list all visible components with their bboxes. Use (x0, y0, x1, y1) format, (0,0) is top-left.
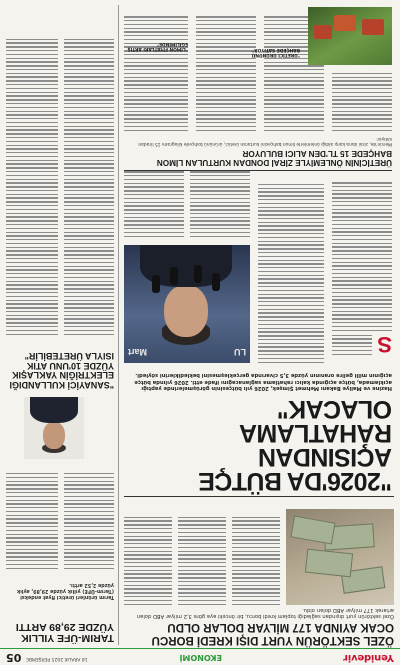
photo-backdrop-text-right: Mart (128, 347, 148, 357)
sidebar-body-col-1 (64, 471, 114, 569)
sidebar-portrait-photo (24, 397, 84, 459)
newspaper-logo: Yenidevir (343, 652, 394, 663)
main-story-dropcap: S (377, 332, 392, 357)
main-story-body-col-4 (124, 169, 184, 237)
sidebar-story-deck: Tarım ürünleri üretici fiyat endeksi (Tarım-ÜFE) yıllık yüzde 29,89, aylık yüzde 2,52 arttı. (16, 582, 114, 599)
sidebar-story-headline: TARIM-ÜFE YILLIK YÜZDE 29,89 ARTTI (15, 621, 114, 644)
bottom-story-body-col-4 (124, 14, 188, 131)
bottom-story-body-col-3 (196, 14, 256, 131)
bottom-story-deck: Mersin'de, zirai dona karşı aldığı önlemlerle limon bahçesini kurtaran üretici, ürününü bahçede kilogramı 15 liradan satıyor. (138, 135, 392, 146)
lemon-harvest-photo (308, 7, 392, 65)
main-story-body-col-1b (332, 180, 392, 331)
bottom-pull-quote-3: "LİMON FİYATLARI ARTIŞ EĞİLİMİNDE" (127, 40, 188, 51)
banknotes-photo (286, 509, 394, 605)
main-story-body-col-2 (258, 182, 324, 364)
main-story-body-col-1 (332, 332, 372, 355)
main-story-deck: Hazine ve Maliye Bakanı Mehmet Şimşek, 2026 yılı bütçesinin görüşmelerinde yaptığı açıklamada, bütçe açığında kalıcı rahatlama sağlanacağını ifade etti. 2026 yılında bütçe açığının milli gelire oranının yüzde 3,5 civarında gerçekleşmesini beklediklerini söyledi. (134, 372, 392, 391)
top-story-body-col-1 (232, 514, 280, 605)
sidebar-lower-col-2 (6, 36, 58, 335)
sidebar-body-col-2 (6, 471, 58, 569)
main-story-rule (124, 496, 394, 497)
top-story-headline: ÖZEL SEKTÖRÜN YURT DIŞI KREDİ BORCU OCAK AYINDA 177 MİLYAR DOLAR OLDU (151, 621, 394, 646)
bottom-story-body-col-1 (332, 71, 392, 132)
bottom-pull-quote-2: "ÜRETİCİ ÜRÜNÜNÜ BAHÇEDE SATIYOR" (251, 46, 300, 57)
sidebar-divider (118, 5, 119, 645)
main-story-body-col-3 (190, 169, 250, 237)
main-story-headline: "2026'DA BÜTÇE AÇISINDAN RAHATLAMA OLACAK" (198, 395, 392, 495)
page-number: 05 (6, 651, 22, 664)
sidebar-lower-col-1 (64, 36, 114, 335)
page-date: 18 ARALIK 2025 PERŞEMBE (26, 656, 88, 661)
section-label: EKONOMİ (179, 653, 222, 662)
photo-backdrop-text-left: LU (234, 347, 246, 357)
sidebar-pull-quote: "SANAYİCİ KULLANDIĞI ELEKTRİĞİN YAKLAŞIK YÜZDE 10'UNU ATIK ISIYLA ÜRETEBİLİR" (9, 351, 114, 390)
top-story-body-col-2 (178, 514, 226, 605)
top-story-body-col-3 (124, 514, 172, 605)
top-story-deck: Özel sektörün yurt dışından sağladığı toplam kredi borcu, bir önceki aya göre 3,2 milyar ABD doları artarak 177 milyar ABD doları oldu. (136, 606, 394, 619)
bottom-story-rule (124, 170, 392, 171)
page-header (0, 648, 400, 665)
minister-press-photo (124, 245, 250, 363)
bottom-story-headline: ÜRETİCİNİN ÖNLEMİYLE ZİRAİ DONDAN KURTULAN LİMON BAHÇEDE 15 TL'DEN ALICI BULUYOR (156, 149, 392, 167)
